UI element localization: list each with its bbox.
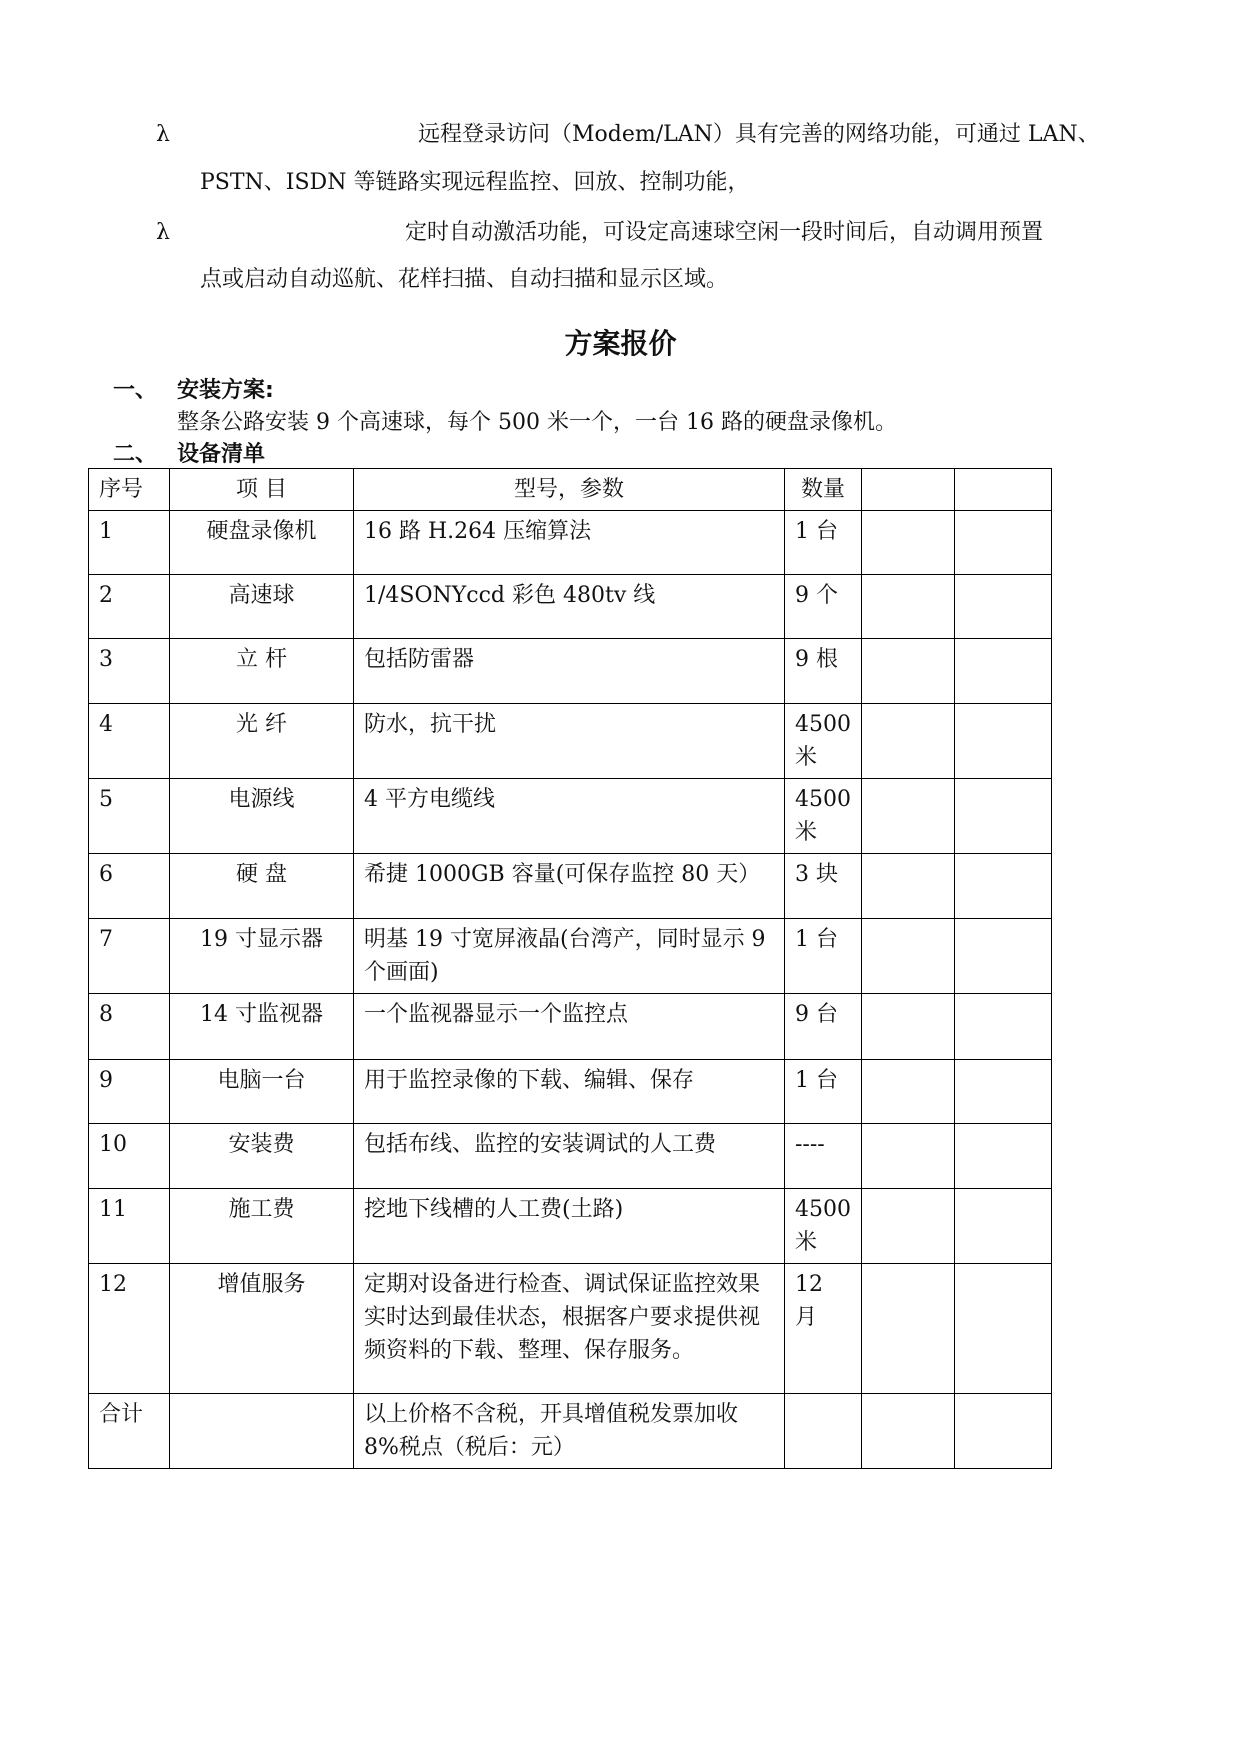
header-cell: 数量 bbox=[785, 469, 862, 511]
section2-number: 二、 bbox=[113, 442, 158, 467]
spec-cell: 16 路 H.264 压缩算法 bbox=[354, 511, 785, 575]
empty-cell bbox=[955, 511, 1052, 575]
item-cell: 硬 盘 bbox=[170, 854, 354, 919]
spec-cell: 希捷 1000GB 容量(可保存监控 80 天） bbox=[354, 854, 785, 919]
item-cell: 14 寸监视器 bbox=[170, 994, 354, 1060]
item-cell: 电源线 bbox=[170, 779, 354, 854]
item-cell: 立 杆 bbox=[170, 639, 354, 704]
row-number-cell: 4 bbox=[89, 704, 170, 779]
empty-cell bbox=[862, 575, 955, 639]
feature-remote-line2: PSTN、ISDN 等链路实现远程监控、回放、控制功能， bbox=[200, 170, 750, 195]
spec-cell: 用于监控录像的下载、编辑、保存 bbox=[354, 1060, 785, 1124]
quantity-cell: 1 台 bbox=[785, 919, 862, 994]
empty-cell bbox=[955, 1394, 1052, 1469]
page-title: 方案报价 bbox=[564, 327, 677, 360]
quantity-cell: 4500 米 bbox=[785, 1189, 862, 1264]
empty-cell bbox=[955, 575, 1052, 639]
empty-cell bbox=[862, 919, 955, 994]
item-cell: 施工费 bbox=[170, 1189, 354, 1264]
section1-heading: 安装方案: bbox=[177, 378, 274, 403]
bullet-icon: λ bbox=[156, 220, 170, 245]
empty-cell bbox=[955, 1124, 1052, 1189]
spec-cell: 1/4SONYccd 彩色 480tv 线 bbox=[354, 575, 785, 639]
quantity-cell: 3 块 bbox=[785, 854, 862, 919]
quantity-cell: 12 月 bbox=[785, 1264, 862, 1394]
empty-cell bbox=[862, 779, 955, 854]
spec-cell: 挖地下线槽的人工费(土路) bbox=[354, 1189, 785, 1264]
spec-cell: 一个监视器显示一个监控点 bbox=[354, 994, 785, 1060]
section1-text: 整条公路安装 9 个高速球，每个 500 米一个，一台 16 路的硬盘录像机。 bbox=[177, 410, 897, 435]
row-number-cell: 1 bbox=[89, 511, 170, 575]
quantity-cell bbox=[785, 1394, 862, 1469]
row-number-cell: 9 bbox=[89, 1060, 170, 1124]
row-number-cell: 2 bbox=[89, 575, 170, 639]
item-cell: 高速球 bbox=[170, 575, 354, 639]
header-cell bbox=[862, 469, 955, 511]
item-cell: 光 纤 bbox=[170, 704, 354, 779]
section1-number: 一、 bbox=[113, 378, 158, 403]
row-number-cell: 7 bbox=[89, 919, 170, 994]
row-number-cell: 3 bbox=[89, 639, 170, 704]
table-row bbox=[89, 854, 1052, 919]
empty-cell bbox=[862, 1060, 955, 1124]
table-row bbox=[89, 511, 1052, 575]
row-number-cell: 10 bbox=[89, 1124, 170, 1189]
quantity-cell: 1 台 bbox=[785, 511, 862, 575]
empty-cell bbox=[955, 994, 1052, 1060]
spec-cell: 包括布线、监控的安装调试的人工费 bbox=[354, 1124, 785, 1189]
item-cell: 安装费 bbox=[170, 1124, 354, 1189]
spec-cell: 防水，抗干扰 bbox=[354, 704, 785, 779]
quantity-cell: 9 根 bbox=[785, 639, 862, 704]
feature-activate-line2: 点或启动自动巡航、花样扫描、自动扫描和显示区域。 bbox=[200, 267, 729, 292]
feature-remote-line1: 远程登录访问（Modem/LAN）具有完善的网络功能，可通过 LAN、 bbox=[418, 122, 1100, 147]
quantity-cell: 4500 米 bbox=[785, 704, 862, 779]
quantity-cell: 9 个 bbox=[785, 575, 862, 639]
table-row bbox=[89, 1124, 1052, 1189]
header-cell: 序号 bbox=[89, 469, 170, 511]
empty-cell bbox=[862, 639, 955, 704]
section2-heading: 设备清单 bbox=[177, 442, 266, 467]
row-number-cell: 合计 bbox=[89, 1394, 170, 1469]
empty-cell bbox=[862, 1124, 955, 1189]
bullet-icon: λ bbox=[156, 122, 170, 147]
item-cell: 电脑一台 bbox=[170, 1060, 354, 1124]
quantity-cell: 1 台 bbox=[785, 1060, 862, 1124]
row-number-cell: 12 bbox=[89, 1264, 170, 1394]
empty-cell bbox=[862, 1394, 955, 1469]
item-cell: 硬盘录像机 bbox=[170, 511, 354, 575]
empty-cell bbox=[862, 511, 955, 575]
spec-cell: 定期对设备进行检查、调试保证监控效果实时达到最佳状态，根据客户要求提供视频资料的下载、整理、保存服务。 bbox=[354, 1264, 785, 1394]
empty-cell bbox=[955, 1264, 1052, 1394]
row-number-cell: 5 bbox=[89, 779, 170, 854]
table-row bbox=[89, 704, 1052, 779]
empty-cell bbox=[862, 704, 955, 779]
row-number-cell: 11 bbox=[89, 1189, 170, 1264]
table-row bbox=[89, 1189, 1052, 1264]
header-cell: 型号，参数 bbox=[354, 469, 785, 511]
table-row bbox=[89, 1264, 1052, 1394]
spec-cell: 以上价格不含税，开具增值税发票加收 8%税点（税后：元） bbox=[354, 1394, 785, 1469]
table-row bbox=[89, 1394, 1052, 1469]
row-number-cell: 6 bbox=[89, 854, 170, 919]
table-header-row bbox=[89, 469, 1052, 511]
item-cell: 增值服务 bbox=[170, 1264, 354, 1394]
empty-cell bbox=[862, 854, 955, 919]
empty-cell bbox=[955, 1189, 1052, 1264]
table-row bbox=[89, 639, 1052, 704]
table-row bbox=[89, 1060, 1052, 1124]
empty-cell bbox=[862, 1264, 955, 1394]
equipment-table bbox=[88, 468, 1052, 1469]
empty-cell bbox=[955, 639, 1052, 704]
empty-cell bbox=[955, 854, 1052, 919]
empty-cell bbox=[955, 779, 1052, 854]
header-cell bbox=[955, 469, 1052, 511]
quantity-cell: 4500 米 bbox=[785, 779, 862, 854]
quantity-cell: 9 台 bbox=[785, 994, 862, 1060]
header-cell: 项 目 bbox=[170, 469, 354, 511]
table-row bbox=[89, 575, 1052, 639]
feature-activate-line1: 定时自动激活功能，可设定高速球空闲一段时间后，自动调用预置 bbox=[405, 220, 1044, 245]
table-row bbox=[89, 779, 1052, 854]
empty-cell bbox=[955, 704, 1052, 779]
spec-cell: 包括防雷器 bbox=[354, 639, 785, 704]
empty-cell bbox=[955, 919, 1052, 994]
row-number-cell: 8 bbox=[89, 994, 170, 1060]
quantity-cell: ---- bbox=[785, 1124, 862, 1189]
empty-cell bbox=[862, 1189, 955, 1264]
item-cell bbox=[170, 1394, 354, 1469]
table-row bbox=[89, 919, 1052, 994]
empty-cell bbox=[862, 994, 955, 1060]
spec-cell: 4 平方电缆线 bbox=[354, 779, 785, 854]
spec-cell: 明基 19 寸宽屏液晶(台湾产，同时显示 9 个画面) bbox=[354, 919, 785, 994]
item-cell: 19 寸显示器 bbox=[170, 919, 354, 994]
table-row bbox=[89, 994, 1052, 1060]
empty-cell bbox=[955, 1060, 1052, 1124]
